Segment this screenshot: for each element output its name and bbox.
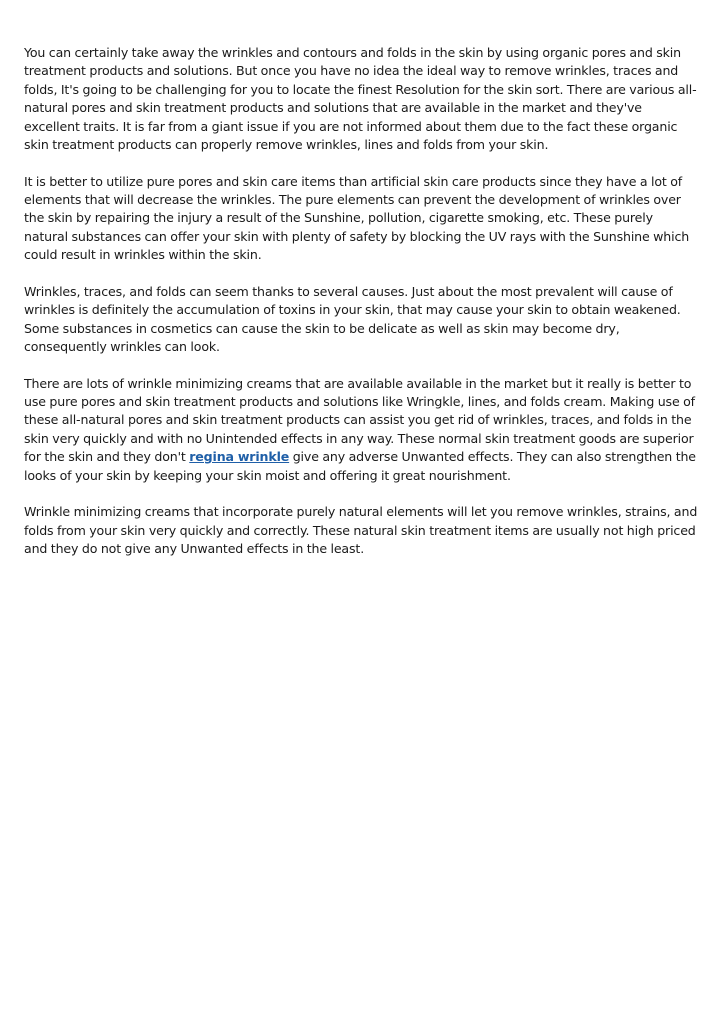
paragraph-4 [24, 375, 698, 485]
paragraph-2: It is better to utilize pure pores and skin care items than artificial skin care products since they have a lot of elements that will decrease the wrinkles. The pure elements can prevent the development of wrinkles over the skin by repairing the injury a result of the Sunshine, pollution, cigarette smoking, etc. These purely natural substances can offer your skin with plenty of safety by blocking the UV rays with the Sunshine which could result in wrinkles within the skin. [24, 173, 690, 263]
paragraph-1: You can certainly take away the wrinkles and contours and folds in the skin by using organic pores and skin treatment products and solutions. But once you have no idea the ideal way to remove wrinkles, traces and folds, It's going to be challenging for you to locate the finest Resolution for the skin sort. There are various all-natural pores and skin treatment products and solutions that are available in the market and they've excellent traits. It is far from a giant issue if you are not informed about them due to the fact these organic skin treatment products can properly remove wrinkles, lines and folds from your skin. [24, 45, 697, 153]
paragraph-4-text-before: There are lots of wrinkle minimizing creams that are available available in the market but it really is better to use pure pores and skin treatment products and solutions like Wringkle, lines, and folds cream. Making use of these all-natural pores and skin treatment products can assist you get rid of wrinkles, traces, and folds in the skin very quickly and with no Unintended effects in any way. These normal skin treatment goods are superior for the skin and they don't [24, 375, 695, 465]
paragraph-5: Wrinkle minimizing creams that incorporate purely natural elements will let you remove wrinkles, strains, and folds from your skin very quickly and correctly. These natural skin treatment items are usually not high priced and they do not give any Unwanted effects in the least. [24, 504, 698, 557]
article-body [24, 44, 698, 577]
regina-wrinkle-link[interactable]: regina wrinkle [189, 449, 290, 465]
paragraph-3: Wrinkles, traces, and folds can seem thanks to several causes. Just about the most prevalent will cause of wrinkles is definitely the accumulation of toxins in your skin, that may cause your skin to obtain weakened. Some substances in cosmetics can cause the skin to be delicate as well as skin may become dry, consequently wrinkles can look. [24, 283, 681, 355]
paragraph-4-text-after: give any adverse Unwanted effects. They can also strengthen the looks of your skin by keeping your skin moist and offering it great nourishment. [24, 449, 696, 483]
